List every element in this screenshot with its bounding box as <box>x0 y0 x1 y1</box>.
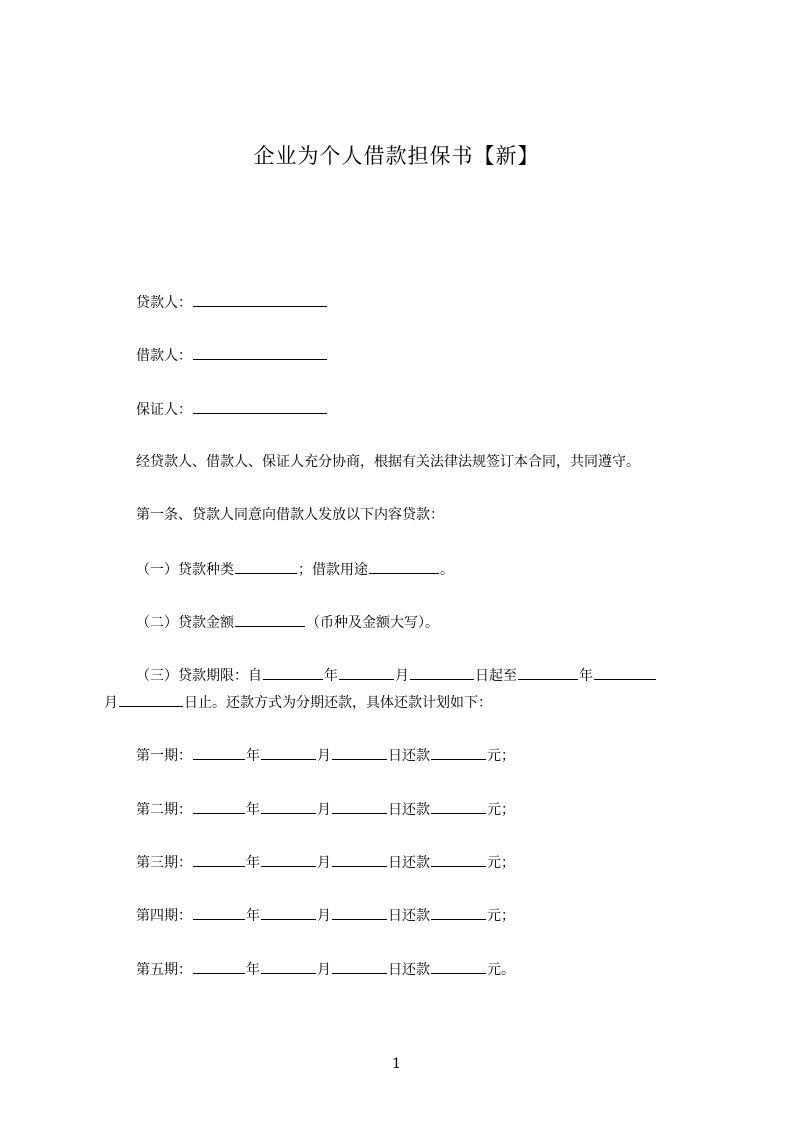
guarantor-line <box>136 398 328 420</box>
lender-label: 贷款人： <box>136 295 192 311</box>
year-text: 年 <box>324 668 338 684</box>
borrower-line <box>136 344 328 366</box>
year-text: 年 <box>246 962 260 978</box>
borrower-blank <box>193 344 327 360</box>
installment-year-blank <box>193 798 245 814</box>
installment-year-blank <box>193 744 245 760</box>
installment-day-blank <box>332 851 387 867</box>
repay-text: 日还款 <box>388 962 430 978</box>
loan-amount-blank <box>235 611 305 627</box>
loan-type-line <box>136 558 454 580</box>
month-text: 月 <box>317 748 331 764</box>
installment-month-blank <box>261 798 316 814</box>
installment-amount-blank <box>431 851 486 867</box>
installment-month-blank <box>261 851 316 867</box>
loan-term-line-cont <box>104 691 492 713</box>
installment-year-blank <box>193 851 245 867</box>
installment-month-blank <box>261 744 316 760</box>
term-end-day-blank <box>119 691 183 707</box>
term-start-year-blank <box>263 664 323 680</box>
lender-line <box>136 291 328 313</box>
installment-day-blank <box>332 958 387 974</box>
installment-label: 第一期： <box>136 748 192 764</box>
unit-text: 元。 <box>487 962 515 978</box>
loan-amount-line <box>136 611 439 633</box>
unit-text: 元； <box>487 802 515 818</box>
preamble: 经贷款人、借款人、保证人充分协商，根据有关法律法规签订本合同，共同遵守。 <box>136 454 640 470</box>
installment-amount-blank <box>431 798 486 814</box>
installment-amount-blank <box>431 958 486 974</box>
borrower-label: 借款人： <box>136 348 192 364</box>
installment-row <box>136 904 515 926</box>
document-title: 企业为个人借款担保书【新】 <box>253 144 540 168</box>
month-text: 月 <box>104 695 118 711</box>
loan-type-end: 。 <box>440 562 454 578</box>
installment-label: 第四期： <box>136 908 192 924</box>
installment-day-blank <box>332 904 387 920</box>
installment-month-blank <box>261 904 316 920</box>
day-from-text: 日起至 <box>475 668 517 684</box>
installment-year-blank <box>193 904 245 920</box>
repay-text: 日还款 <box>388 908 430 924</box>
article1-heading: 第一条、贷款人同意向借款人发放以下内容贷款： <box>136 507 444 523</box>
installment-day-blank <box>332 744 387 760</box>
term-start-day-blank <box>410 664 474 680</box>
lender-blank <box>193 291 327 307</box>
loan-amount-label: （二）贷款金额 <box>136 615 234 631</box>
month-text: 月 <box>317 908 331 924</box>
unit-text: 元； <box>487 748 515 764</box>
installment-row <box>136 851 515 873</box>
installment-year-blank <box>193 958 245 974</box>
term-start-month-blank <box>339 664 394 680</box>
term-end-month-blank-partial <box>594 664 656 680</box>
year-text: 年 <box>246 855 260 871</box>
year-text: 年 <box>579 668 593 684</box>
installment-label: 第五期： <box>136 962 192 978</box>
month-text: 月 <box>317 802 331 818</box>
loan-purpose-label: ；借款用途 <box>298 562 368 578</box>
installment-label: 第二期： <box>136 802 192 818</box>
installment-row <box>136 958 515 980</box>
loan-term-line <box>136 664 657 686</box>
installment-month-blank <box>261 958 316 974</box>
loan-type-label: （一）贷款种类 <box>136 562 234 578</box>
repay-text: 日还款 <box>388 802 430 818</box>
unit-text: 元； <box>487 908 515 924</box>
month-text: 月 <box>317 855 331 871</box>
installment-amount-blank <box>431 904 486 920</box>
guarantor-blank <box>193 398 327 414</box>
installment-amount-blank <box>431 744 486 760</box>
term-end-year-blank <box>518 664 578 680</box>
loan-amount-note: （币种及金额大写）。 <box>306 615 439 631</box>
installment-row <box>136 744 515 766</box>
guarantor-label: 保证人： <box>136 402 192 418</box>
unit-text: 元； <box>487 855 515 871</box>
repay-text: 日还款 <box>388 748 430 764</box>
installment-label: 第三期： <box>136 855 192 871</box>
loan-type-blank <box>235 558 297 574</box>
year-text: 年 <box>246 802 260 818</box>
month-text: 月 <box>317 962 331 978</box>
installment-row <box>136 798 515 820</box>
page-number: 1 <box>392 1056 401 1072</box>
loan-term-label: （三）贷款期限：自 <box>136 668 262 684</box>
year-text: 年 <box>246 748 260 764</box>
day-to-text: 日止。还款方式为分期还款，具体还款计划如下： <box>184 695 492 711</box>
repay-text: 日还款 <box>388 855 430 871</box>
installment-day-blank <box>332 798 387 814</box>
month-text: 月 <box>395 668 409 684</box>
loan-purpose-blank <box>369 558 439 574</box>
year-text: 年 <box>246 908 260 924</box>
